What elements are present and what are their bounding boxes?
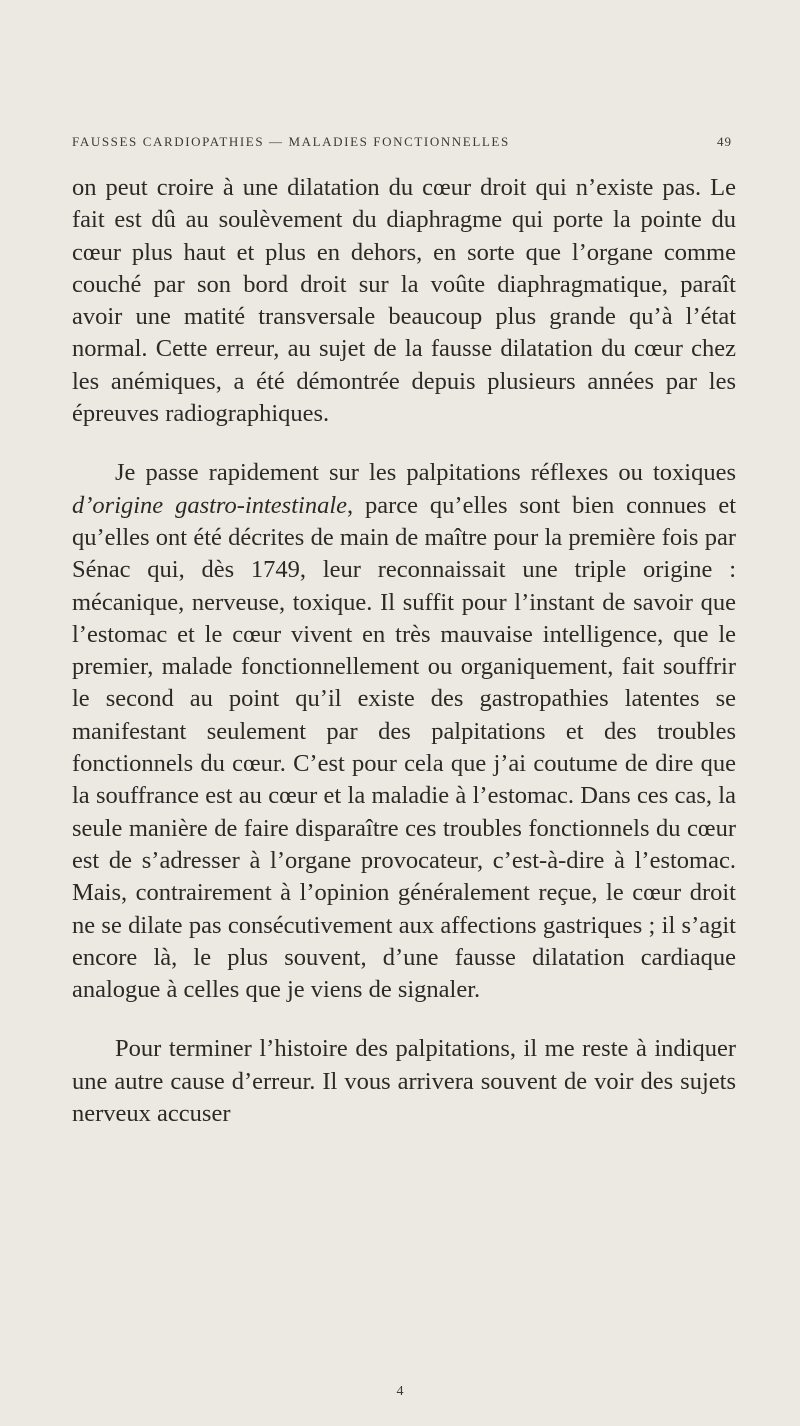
signature-mark: 4 (396, 1384, 404, 1399)
page-number: 49 (717, 134, 732, 149)
paragraph-1: on peut croire à une dilatation du cœur droit qui n’existe pas. Le fait est dû au soulèvement du diaphragme qui porte la pointe du cœur plus haut et plus en dehors, en sorte que l’organe comme couché par son bord droit sur la voûte diaphragmatique, paraît avoir une matité transversale beaucoup plus grande qu’à l’état normal. Cette erreur, au sujet de la fausse dilatation du cœur chez les anémiques, a été démontrée depuis plusieurs années par les épreuves radiographiques. (72, 174, 736, 428)
paragraph-2-rest: , parce qu’elles sont bien connues et qu’elles ont été décrites de main de maître pour la première fois par Sénac qui, dès 1749, leur reconnaissait une triple origine : mécanique, nerveuse, toxique. Il suffit pour l’instant de savoir que l’estomac et le cœur vivent en très mauvaise intelligence, que le premier, malade fonctionnellement ou organiquement, fait souffrir le second au point qu’il existe des gastropathies latentes se manifestant seulement par des palpitations et des troubles fonctionnels du cœur. C’est pour cela que j’ai coutume de dire que la souffrance est au cœur et la maladie à l’estomac. Dans ces cas, la seule manière de faire disparaître ces troubles fonctionnels du cœur est de s’adresser à l’organe provocateur, c’est-à-dire à l’estomac. Mais, contrairement à l’opinion généralement reçue, le cœur droit ne se dilate pas consécutivement aux affections gastriques ; il s’agit encore là, le plus souvent, d’une fausse dilatation cardiaque analogue à celles que je viens de signaler. (72, 491, 737, 1004)
running-title: FAUSSES CARDIOPATHIES — MALADIES FONCTIONNELLES (72, 134, 510, 149)
paragraph-3: Pour terminer l’histoire des palpitations, il me reste à indiquer une autre cause d’erreur. Il vous arrivera souvent de voir des sujets nerveux accuser (72, 1035, 736, 1128)
italic-phrase: d’origine gastro-intestinale (72, 491, 348, 519)
paragraph-2-start: Je passe rapidement sur les palpitations réflexes ou toxiques (115, 459, 736, 487)
paragraph-2 (72, 457, 736, 1006)
body-text (72, 172, 736, 1130)
